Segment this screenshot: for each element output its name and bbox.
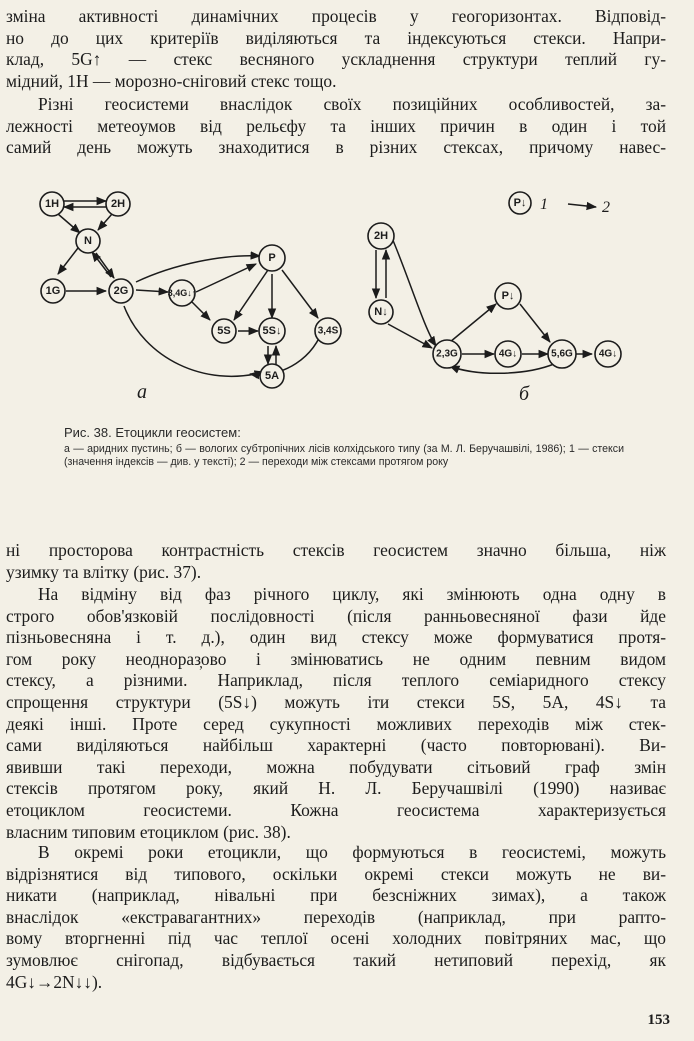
text-line: самий день можуть знаходитися в різних стексах, причому навес- [6, 137, 666, 158]
svg-text:P: P [268, 252, 276, 264]
stex-node [260, 364, 284, 388]
svg-text:N↓: N↓ [374, 306, 388, 318]
stex-node [41, 279, 65, 303]
svg-text:5A: 5A [264, 370, 280, 382]
caption-text: а — аридних пустинь; б — вологих субтропічних лісів колхідського типу (за М. Л. Беручашвілі, 1986); 1 — стекси (значення індексів — див. у тексті); 2 — переходи між стексами протягом року [64, 443, 624, 468]
svg-text:2H: 2H [373, 230, 389, 242]
text-line: вому вторгненні під час теплої осені холодних повітряних мас, що [6, 928, 666, 949]
edge [520, 304, 550, 342]
stex-node [259, 245, 285, 271]
paragraph-1 [6, 6, 666, 92]
edge [450, 304, 496, 342]
stex-node [368, 223, 394, 249]
stex-node [106, 192, 130, 216]
stex-node [259, 318, 285, 344]
caption-title: Рис. 38. Етоцикли геосистем: [64, 425, 241, 440]
stex-node [168, 280, 197, 306]
text-line: власним типовим етоциклом (рис. 38). [6, 821, 291, 842]
paragraph-5 [6, 842, 666, 993]
panel-a-label: а [137, 381, 147, 403]
text-line: зумовлює снігопад, відбувається такий нетиповий перехід, як [6, 949, 666, 970]
edge [136, 256, 260, 282]
legend-node [509, 192, 531, 214]
svg-text:3,4S: 3,4S [317, 325, 339, 337]
edge [96, 253, 114, 278]
figure-caption [64, 424, 624, 469]
edge [58, 248, 78, 274]
paragraph-3 [6, 540, 666, 583]
edge [92, 252, 111, 277]
svg-text:N: N [84, 235, 92, 247]
svg-text:1G: 1G [45, 285, 61, 297]
edge [282, 270, 318, 318]
text-line: лежності метеоумов від рельєфу та інших причин в один і той [6, 115, 666, 136]
svg-text:3,4G↓↑: 3,4G↓↑ [167, 288, 197, 298]
paragraph-4 [6, 584, 666, 843]
stex-node [495, 341, 521, 367]
stex-node [595, 341, 621, 367]
svg-text:1H: 1H [44, 198, 60, 210]
stex-node [40, 192, 64, 216]
text-line: стексів протягом року, який Н. Л. Беручашвілі (1990) називає [6, 778, 666, 799]
stex-node [548, 340, 576, 368]
edge [136, 290, 168, 292]
edge [58, 214, 80, 233]
svg-text:2H: 2H [110, 198, 126, 210]
edge [234, 270, 268, 320]
svg-text:P↓: P↓ [513, 197, 527, 209]
svg-text:5,6G: 5,6G [551, 348, 573, 360]
stex-node [315, 318, 341, 344]
text-line: відрізнятися від типового, оскільки окремі стекси можуть не ви- [6, 863, 666, 884]
text-line: строго обов'язковій послідовності (після ранньовесняної фази йде [6, 605, 666, 626]
etocycle-graph [24, 178, 664, 416]
legend-label-1: 1 [540, 196, 548, 213]
text-line: етоциклом геосистеми. Кожна геосистема характеризується [6, 799, 666, 820]
stex-node [109, 279, 133, 303]
text-line: гом року неоднораз̦ово і змінюватись не одним певним видом [6, 648, 666, 669]
text-line: никати (наприклад, нівальні при безсніжних зимах), а також [6, 885, 666, 906]
text-line: стексу, а різними. Наприклад, після теплого семіаридного стексу [6, 670, 666, 691]
stex-node [433, 340, 461, 368]
panel-b-nodes [368, 223, 621, 405]
stex-node [495, 283, 521, 309]
svg-text:4G↓: 4G↓ [598, 348, 618, 360]
panel-a-nodes [40, 192, 341, 403]
text-line: клад, 5G↑ — стекс весняного ускладнення структури теплий гу- [6, 49, 666, 70]
text-line: сами виділяються найбільш характерні (часто повторювані). Ви- [6, 735, 666, 756]
stex-node [76, 229, 100, 253]
legend-arrow [568, 204, 596, 207]
edge [124, 306, 264, 376]
figure-legend [509, 192, 610, 216]
legend-label-2: 2 [602, 199, 610, 216]
text-line: но до цих критеріїв виділяються та індексуються стекси. Напри- [6, 27, 666, 48]
text-line: На відміну від фаз річного циклу, які змінюють одна одну в [38, 584, 666, 604]
panel-b-label: б [518, 383, 530, 405]
edge [192, 302, 210, 320]
page-number: 153 [647, 1012, 670, 1028]
paragraph-2 [6, 94, 666, 159]
text-line: 4G↓→2N↓↓). [6, 971, 103, 992]
text-line: зміна активності динамічних процесів у геогоризонтах. Відповід- [6, 6, 666, 26]
text-line: узимку та влітку (рис. 37). [6, 561, 202, 582]
stex-node [212, 319, 236, 343]
edge [388, 324, 432, 348]
svg-text:5S: 5S [217, 325, 231, 337]
text-line: деякі інші. Проте серед сукупності можливих переходів між стек- [6, 713, 666, 734]
svg-text:P↓: P↓ [501, 290, 515, 302]
figure-38-etocycles [24, 178, 664, 416]
text-line: внаслідок «екстравагантних» переходів (наприклад, при рапто- [6, 906, 666, 927]
svg-text:4G↓: 4G↓ [498, 348, 518, 360]
svg-text:2G: 2G [113, 285, 129, 297]
text-line: пізньовесняна і т. д.), один вид стексу може формуватися протя- [6, 627, 666, 648]
text-line: мідний, 1H — морозно-сніговий стекс тощо. [6, 70, 337, 91]
svg-text:5S↓: 5S↓ [262, 325, 282, 337]
text-line: ні просторова контрастність стексів геосистем значно більша, ніж [6, 540, 666, 560]
edge [196, 264, 256, 292]
edge [98, 214, 112, 230]
text-line: явивши такі переходи, можна побудувати сітьовий граф змін [6, 756, 666, 777]
text-line: Різні геосистеми внаслідок своїх позиційних особливостей, за- [38, 94, 666, 114]
svg-text:2,3G: 2,3G [436, 348, 458, 360]
stex-node [369, 300, 393, 324]
text-line: спрощення структури (5S↓) можуть іти стекси 5S, 5A, 4S↓ та [6, 691, 666, 712]
text-line: В окремі роки етоцикли, що формуються в геосистемі, можуть [38, 842, 666, 862]
